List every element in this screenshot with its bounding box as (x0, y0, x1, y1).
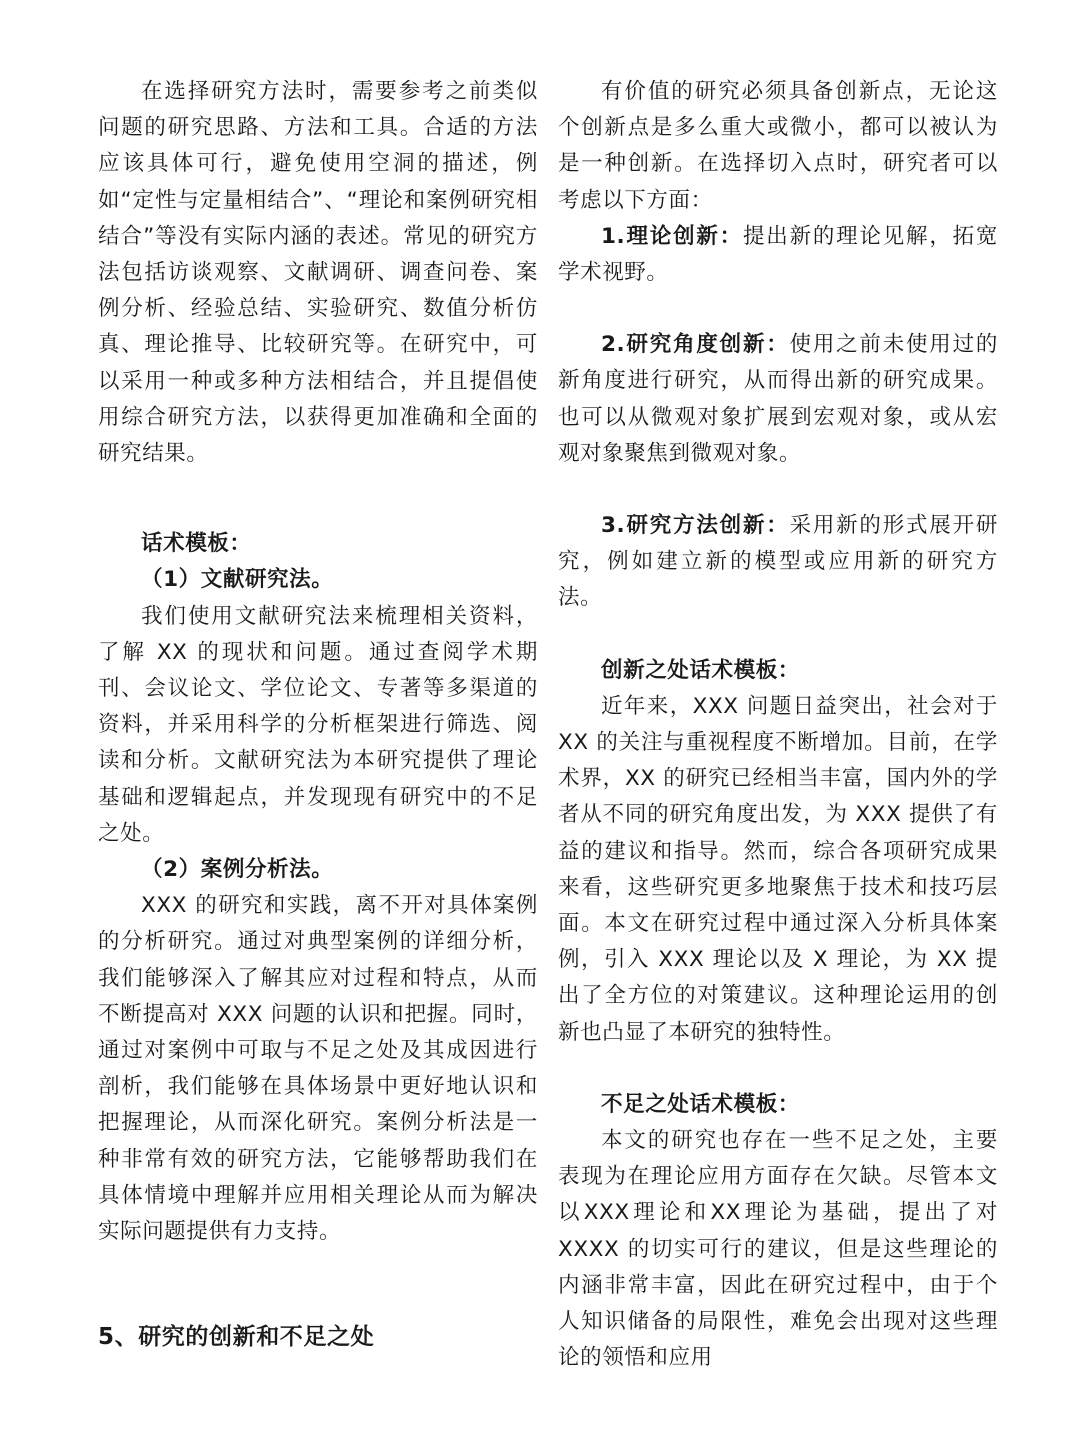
shortcoming-template-heading: 不足之处话术模板： (601, 1091, 800, 1117)
methods-intro-paragraph: 在选择研究方法时，需要参考之前类似问题的研究思路、方法和工具。合适的方法应该具体可行，避免使用空洞的描述，例如“定性与定量相结合”、“理论和案例研究相结合”等没有实际内涵的表述。常见的研究方法包括访谈观察、文献调研、调查问卷、案例分析、经验总结、实验研究、数值分析仿真、理论推导、比较研究等。在研究中，可以采用一种或多种方法相结合，并且提倡使用综合研究方法，以获得更加准确和全面的研究结果。 (98, 79, 538, 467)
method2-paragraph: XXX 的研究和实践，离不开对具体案例的分析研究。通过对典型案例的详细分析，我们能够深入了解其应对过程和特点，从而不断提高对 XXX 问题的认识和把握。同时，通过对案例中可取与不足之处及其成因进行剖析，我们能够在具体场景中更好地认识和把握理论，从而深化研究。案例分析法是一种非常有效的研究方法，它能够帮助我们在具体情境中理解并应用相关理论从而为解决实际问题提供有力支持。 (98, 893, 538, 1245)
spacer (558, 291, 998, 327)
shortcoming-template-paragraph: 本文的研究也存在一些不足之处，主要表现为在理论应用方面存在欠缺。尽管本文以XXX理论和XX理论为基础，提出了对 XXXX 的切实可行的建议，但是这些理论的内涵非常丰富，因此在研究过程中，由于个人知识储备的局限性，难免会出现对这些理论的领悟和应用 (558, 1128, 998, 1371)
item3-label: 3.研究方法创新： (601, 513, 790, 539)
innovation-item-3 (558, 508, 998, 617)
spacer (98, 472, 538, 526)
method1-paragraph: 我们使用文献研究法来梳理相关资料，了解 XX 的现状和问题。通过查阅学术期刊、会议论文、学位论文、专著等多渠道的资料，并采用科学的分析框架进行筛选、阅读和分析。文献研究法为本研究提供了理论基础和逻辑起点，并发现现有研究中的不足之处。 (98, 603, 538, 846)
method2-label: （2）案例分析法。 (141, 857, 334, 883)
innovation-intro-paragraph: 有价值的研究必须具备创新点，无论这个创新点是多么重大或微小，都可以被认为是一种创新。在选择切入点时，研究者可以考虑以下方面： (558, 79, 998, 213)
item1-label: 1.理论创新： (601, 223, 743, 249)
left-column (98, 74, 538, 1250)
item1-text: 提出新的理论见解，拓宽学术视野。 (558, 223, 998, 286)
innovation-template-paragraph: 近年来，XXX 问题日益突出，社会对于 XX 的关注与重视程度不断增加。目前，在学术界，XX 的研究已经相当丰富，国内外的学者从不同的研究角度出发，为 XXX 提供了有益的建议和指导。然而，综合各项研究成果来看，这些研究更多地聚焦于技术和技巧层面。本文在研究过程中通过深入分析具体案例，引入 XXX 理论以及 X 理论，为 XX 提出了全方位的对策建议。这种理论运用的创新也凸显了本研究的独特性。 (558, 693, 998, 1045)
innovation-item-2 (558, 327, 998, 472)
item2-text: 使用之前未使用过的新角度进行研究，从而得出新的研究成果。也可以从微观对象扩展到宏观对象，或从宏观对象聚焦到微观对象。 (558, 332, 998, 466)
spacer (558, 472, 998, 508)
spacer (558, 617, 998, 653)
right-column (558, 74, 998, 1377)
section-title: 5、研究的创新和不足之处 (98, 1324, 375, 1350)
innovation-item-1 (558, 219, 998, 291)
item3-text: 采用新的形式展开研究，例如建立新的模型或应用新的研究方法。 (558, 513, 998, 611)
template-heading: 话术模板： (141, 531, 252, 557)
method1-label: （1）文献研究法。 (141, 567, 334, 593)
item2-label: 2.研究角度创新： (601, 332, 790, 358)
spacer (558, 1051, 998, 1087)
innovation-template-heading: 创新之处话术模板： (601, 657, 800, 683)
